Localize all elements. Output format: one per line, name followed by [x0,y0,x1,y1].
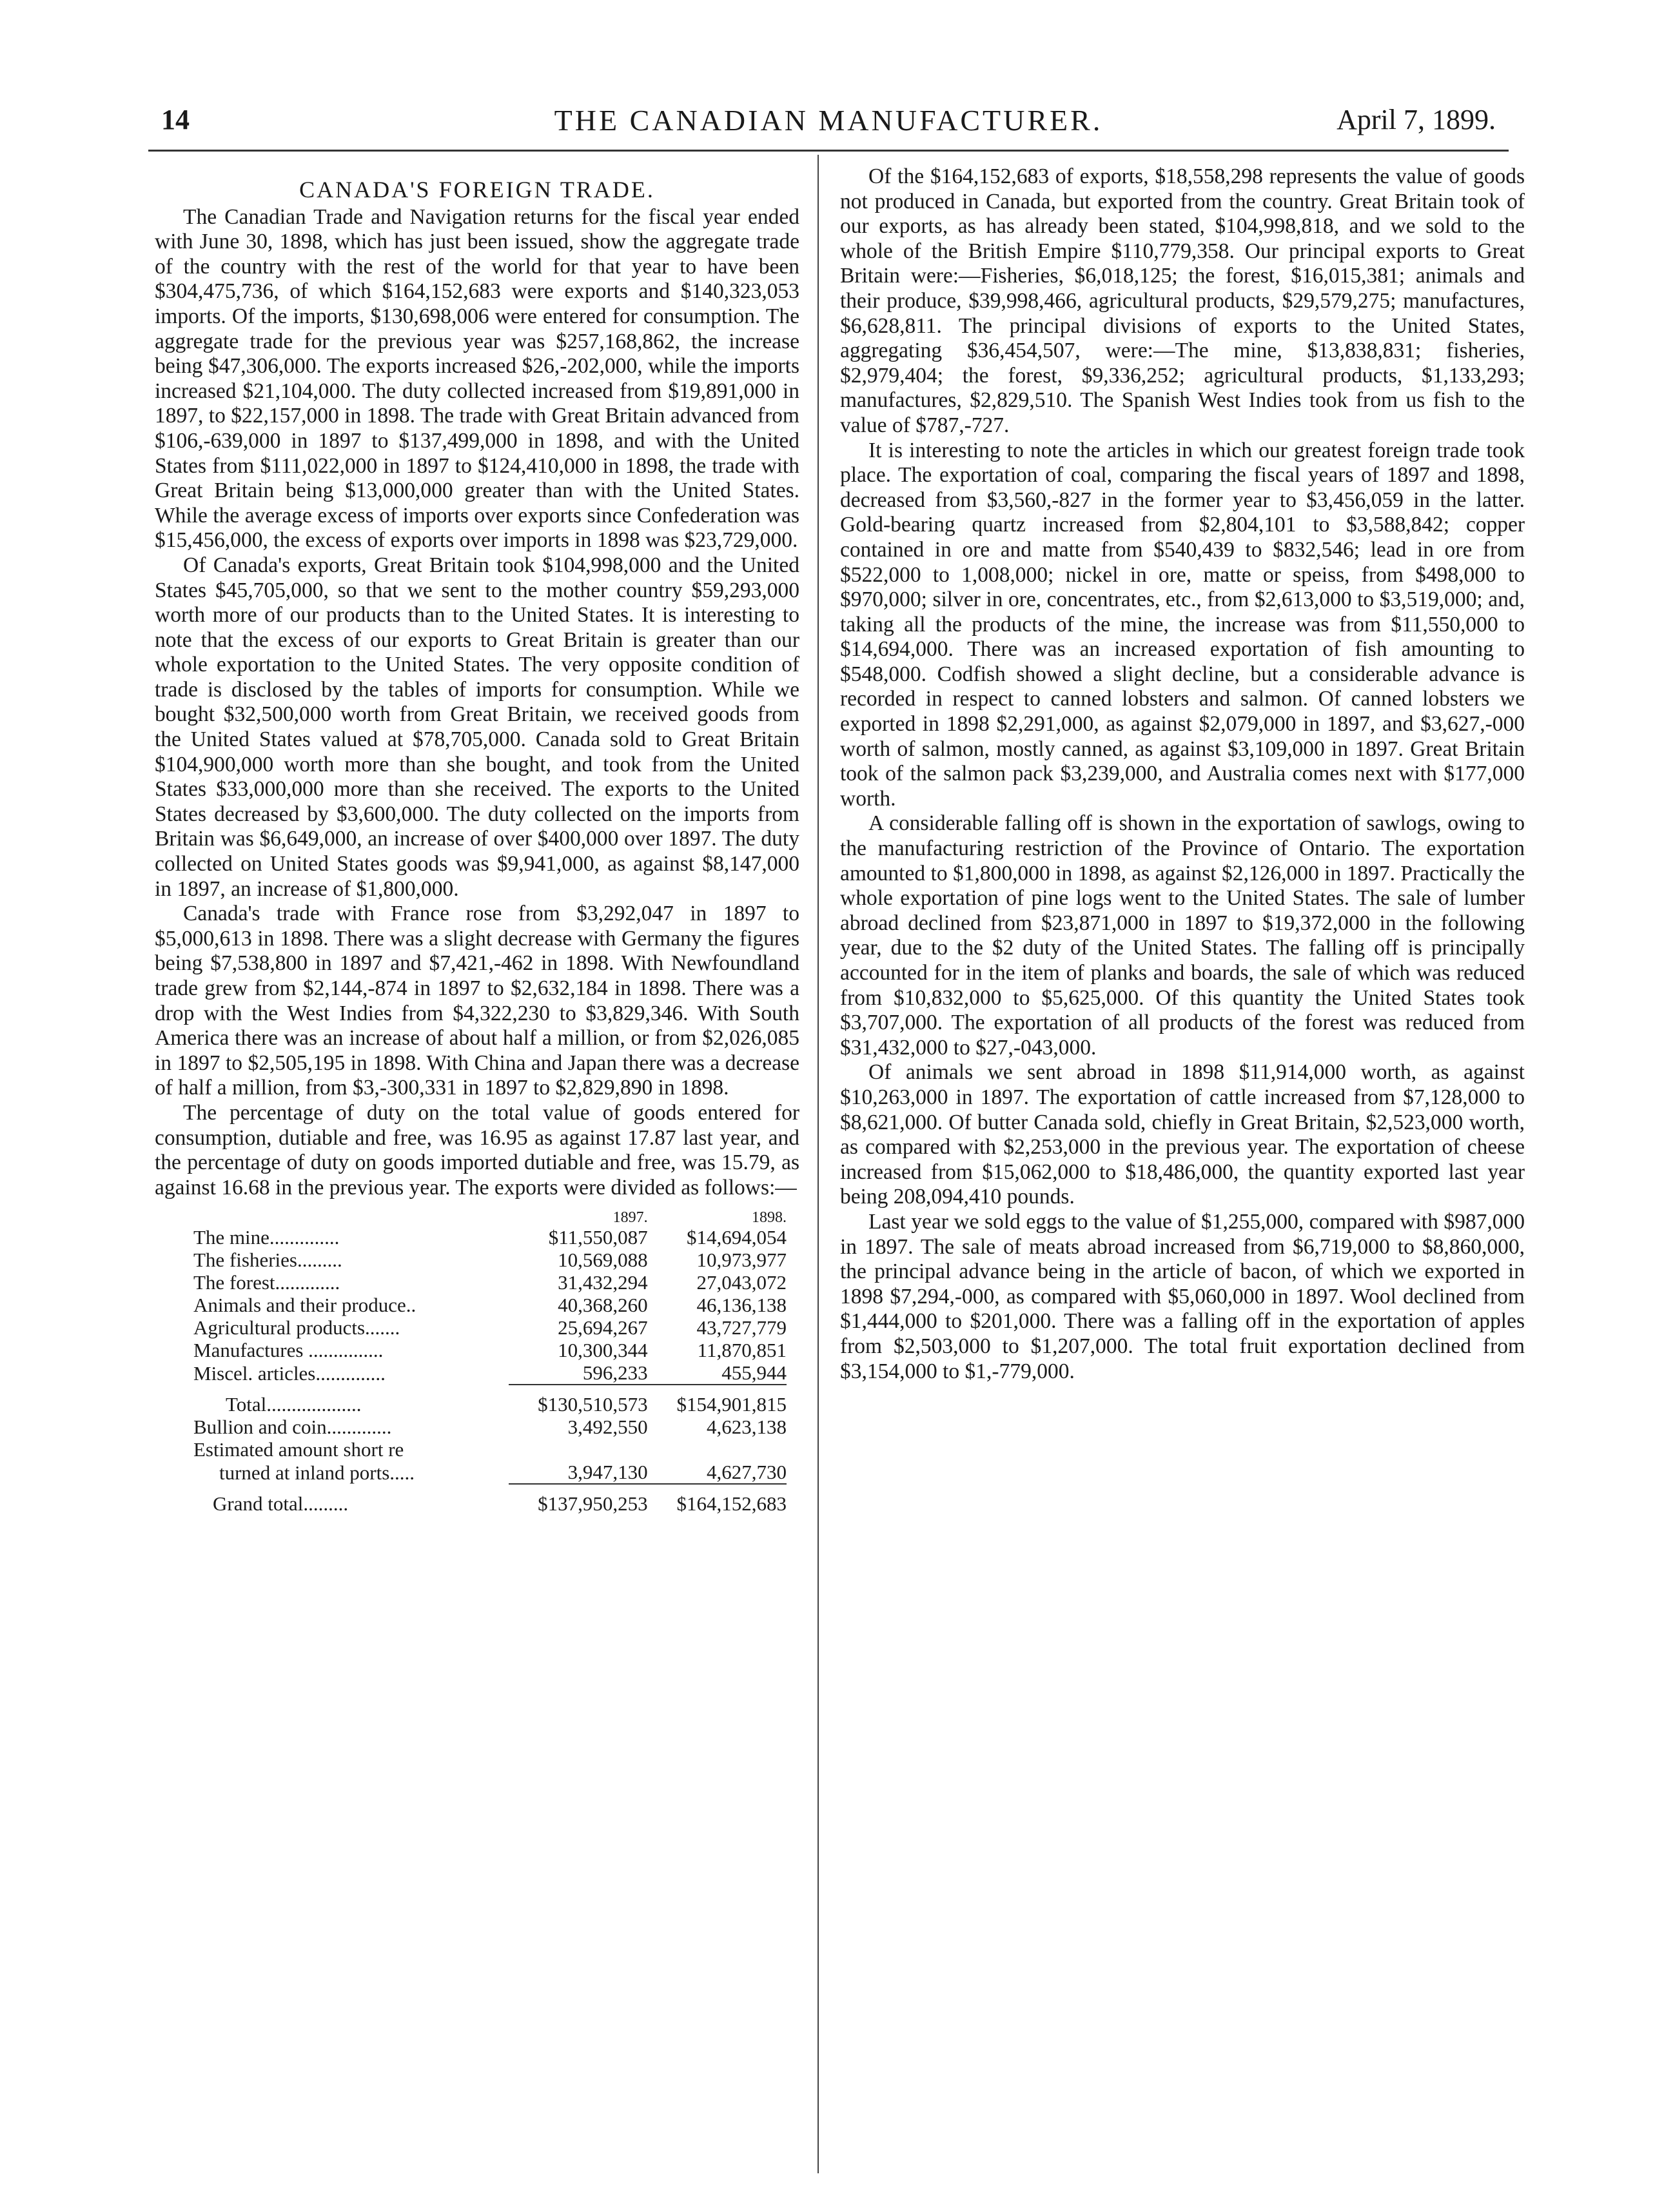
cell-1898: 4,623,138 [707,1416,787,1439]
paragraph: The Canadian Trade and Navigation returns for the fiscal year ended with June 30, 1898, which has just been issued, show the aggregate trade of the country with the rest of the world for that year to have been $304,475,736, of which $164,152,683 were exports and $140,323,053 imports. Of the imports, $130,698,006 were entered for consumption. The aggregate trade for the previous year was $257,168,862, the increase being $47,306,000. The exports increased $26,-202,000, while the imports increased $21,104,000. The duty collected increased from $19,891,000 in 1897, to $22,157,000 in 1898. The trade with Great Britain advanced from $106,-639,000 in 1897 to $137,499,000 in 1898, and with the United States from $111,022,000 in 1897 to $124,410,000 in 1898, the trade with Great Britain being $13,000,000 greater than with the United States. While the average excess of imports over exports since Confederation was $15,456,000, the excess of exports over imports in 1898 was $23,729,000. [155,204,799,553]
paragraph: Of animals we sent abroad in 1898 $11,914,000 worth, as against $10,263,000 in 1897. The exportation of cattle increased from $7,128,000 to $8,621,000. Of butter Canada sold, chiefly in Great Britain, $2,523,000 worth, as compared with $2,253,000 in the previous year. The exportation of cheese increased from $15,062,000 to $18,486,000, the quantity exported last year being 208,094,410 pounds. [840,1060,1525,1209]
row-label: Agricultural products....... [193,1316,400,1339]
page-header [148,103,1509,155]
cell-1897: 10,569,088 [558,1249,648,1272]
cell-1897: 596,233 [509,1361,647,1385]
paragraph: It is interesting to note the articles in which our greatest foreign trade took place. The exportation of coal, comparing the fiscal years of 1897 and 1898, decreased from $3,560,-827 in the former year to $3,456,059 in the latter. Gold-bearing quartz increased from $2,804,101 to $3,588,842; copper contained in ore and matte from $540,439 to $832,546; lead in ore from $522,000 to 1,008,000; nickel in ore, matte or speiss, from $498,000 to $970,000; silver in ore, concentrates, etc., from $2,613,000 to $3,519,000; and, taking all the products of the mine, the increase was from $11,550,000 to $14,694,000. There was an increased exportation of fish amounting to $548,000. Codfish showed a slight decline, but a considerable advance is recorded in respect to canned lobsters and salmon. Of canned lobsters we exported in 1898 $2,291,000, as against $2,079,000 in 1897, and $3,627,-000 worth of salmon, mostly canned, as against $3,109,000 in 1897. Great Britain took of the salmon pack $3,239,000, and Australia comes next with $177,000 worth. [840,438,1525,811]
row-label: The fisheries......... [193,1249,342,1272]
cell-1898: 46,136,138 [696,1294,787,1317]
table-row [155,1271,787,1294]
column-header: 1897. [612,1209,648,1227]
row-label: Miscel. articles.............. [193,1361,386,1385]
total-label: Total................... [226,1393,362,1416]
table-row [155,1339,787,1361]
cell-1898: 4,627,730 [648,1461,787,1484]
paragraph: Of the $164,152,683 of exports, $18,558,298 represents the value of goods not produced in Canada, but exported from the country. Great Britain took of our exports, as has already been stated, $104,998,818, and we sold to the whole of the British Empire $110,779,358. Our principal exports to Great Britain were:—Fisheries, $6,018,125; the forest, $16,015,381; animals and their produce, $39,998,466, agricultural products, $29,579,275; manufactures, $6,628,811. The principal divisions of exports to the United States, aggregating $36,454,507, were:—The mine, $13,838,831; fisheries, $2,979,404; the forest, $9,336,252; agricultural products, $1,133,293; manufactures, $2,829,510. The Spanish West Indies took from us fish to the value of $787,-727. [840,164,1525,437]
cell-1897: 10,300,344 [558,1339,648,1362]
cell-1897: 3,492,550 [567,1416,648,1439]
table-row [155,1294,787,1316]
cell-1898: $14,694,054 [687,1226,787,1249]
paragraph: Last year we sold eggs to the value of $1,255,000, compared with $987,000 in 1897. The sale of meats abroad increased from $6,719,000 to $8,860,000, the principal advance being in the article of bacon, of which we exported in 1898 $7,294,-000, as compared with $5,060,000 in 1897. Wool declined from $1,444,000 to $201,000. There was a falling off in the exportation of apples from $2,503,000 to $1,207,000. The total fruit exportation declined from $3,154,000 to $1,-779,000. [840,1209,1525,1383]
row-label: The forest............. [193,1271,340,1294]
article-title: CANADA'S FOREIGN TRADE. [299,177,655,202]
paragraph: Of Canada's exports, Great Britain took $104,998,000 and the United States $45,705,000, so that we sent to the mother country $59,293,000 worth more of our products than to the United States. It is interesting to note that the excess of our exports to Great Britain is greater than our whole exportation to the United States. The very opposite condition of trade is disclosed by the tables of imports for consumption. While we bought $32,500,000 worth from Great Britain, we received goods from the United States valued at $78,705,000. Canada sold to Great Britain $104,900,000 worth more than she bought, and took from the United States $33,000,000 more than she received. The exports to the United States decreased by $3,600,000. The duty collected on the imports from Britain was $6,649,000, an increase of over $400,000 over 1897. The duty collected on United States goods was $9,941,000, as against $8,147,000 in 1897, an increase of $1,800,000. [155,553,799,901]
grand-total-label: Grand total......... [213,1492,349,1516]
cell-1897: 25,694,267 [558,1316,648,1339]
grand-total-1897: $137,950,253 [538,1492,648,1516]
row-label: The mine.............. [193,1226,340,1249]
estimated-row-heading [155,1438,787,1461]
row-label: turned at inland ports..... [219,1461,415,1484]
row-label: Animals and their produce.. [193,1294,416,1317]
cell-1897: $11,550,087 [548,1226,648,1249]
left-column [155,164,799,1515]
column-divider [818,155,819,2173]
cell-1897: 31,432,294 [558,1271,648,1294]
grand-total-1898: $164,152,683 [676,1492,787,1516]
table-row [155,1316,787,1339]
table-row [155,1361,787,1385]
total-row [155,1393,787,1416]
cell-1898: 27,043,072 [696,1271,787,1294]
total-1897: $130,510,573 [538,1393,648,1416]
cell-1898: 10,973,977 [696,1249,787,1272]
right-column [840,164,1525,1384]
row-label: Manufactures ............... [193,1339,384,1362]
cell-1897: 3,947,130 [509,1461,647,1484]
cell-1898: 43,727,779 [696,1316,787,1339]
publication-title: THE CANADIAN MANUFACTURER. [554,104,1103,137]
paragraph: The percentage of duty on the total value of goods entered for consumption, dutiable and free, was 16.95 as against 17.87 last year, and the percentage of duty on goods imported dutiable and free, was 15.79, as against 16.68 in the previous year. The exports were divided as follows:— [155,1100,799,1200]
row-label: Estimated amount short re [193,1438,404,1461]
bullion-row [155,1416,787,1438]
exports-table [155,1209,787,1515]
paragraph: A considerable falling off is shown in the exportation of sawlogs, owing to the manufacturing restriction of the Province of Ontario. The exportation amounted to $1,800,000 in 1898, as against $2,126,000 in 1897. Practically the whole exportation of pine logs went to the United States. The sale of lumber abroad declined from $23,871,000 in 1897 to $19,372,000 in the following year, due to the $2 duty of the United States. The falling off is principally accounted for in the item of planks and boards, the sale of which was reduced from $10,832,000 to $5,625,000. Of this quantity the United States took $3,707,000. The exportation of all products of the forest was reduced from $31,432,000 to $27,-043,000. [840,811,1525,1060]
cell-1897: 40,368,260 [558,1294,648,1317]
column-header: 1898. [752,1209,787,1227]
paragraph: Canada's trade with France rose from $3,292,047 in 1897 to $5,000,613 in 1898. There was a slight decrease with Germany the figures being $7,538,800 in 1897 and $7,421,-462 in 1898. With Newfoundland trade grew from $2,144,-874 in 1897 to $2,632,184 in 1898. There was a drop with the West Indies from $4,322,230 to $3,829,346. With South America there was an increase of about half a million, or from $2,026,085 in 1897 to $2,505,195 in 1898. With China and Japan there was a decrease of half a million, from $3,-300,331 in 1897 to $2,829,890 in 1898. [155,902,799,1100]
table-row [155,1249,787,1271]
total-1898: $154,901,815 [676,1393,787,1416]
page-number: 14 [161,104,190,135]
cell-1898: 11,870,851 [697,1339,787,1362]
header-divider [148,150,1509,152]
estimated-row [155,1461,787,1484]
table-row [155,1226,787,1249]
cell-1898: 455,944 [648,1361,787,1385]
row-label: Bullion and coin............. [193,1416,392,1439]
table-header-row [155,1209,787,1226]
grand-total-row [155,1492,787,1515]
issue-date: April 7, 1899. [1337,104,1496,135]
